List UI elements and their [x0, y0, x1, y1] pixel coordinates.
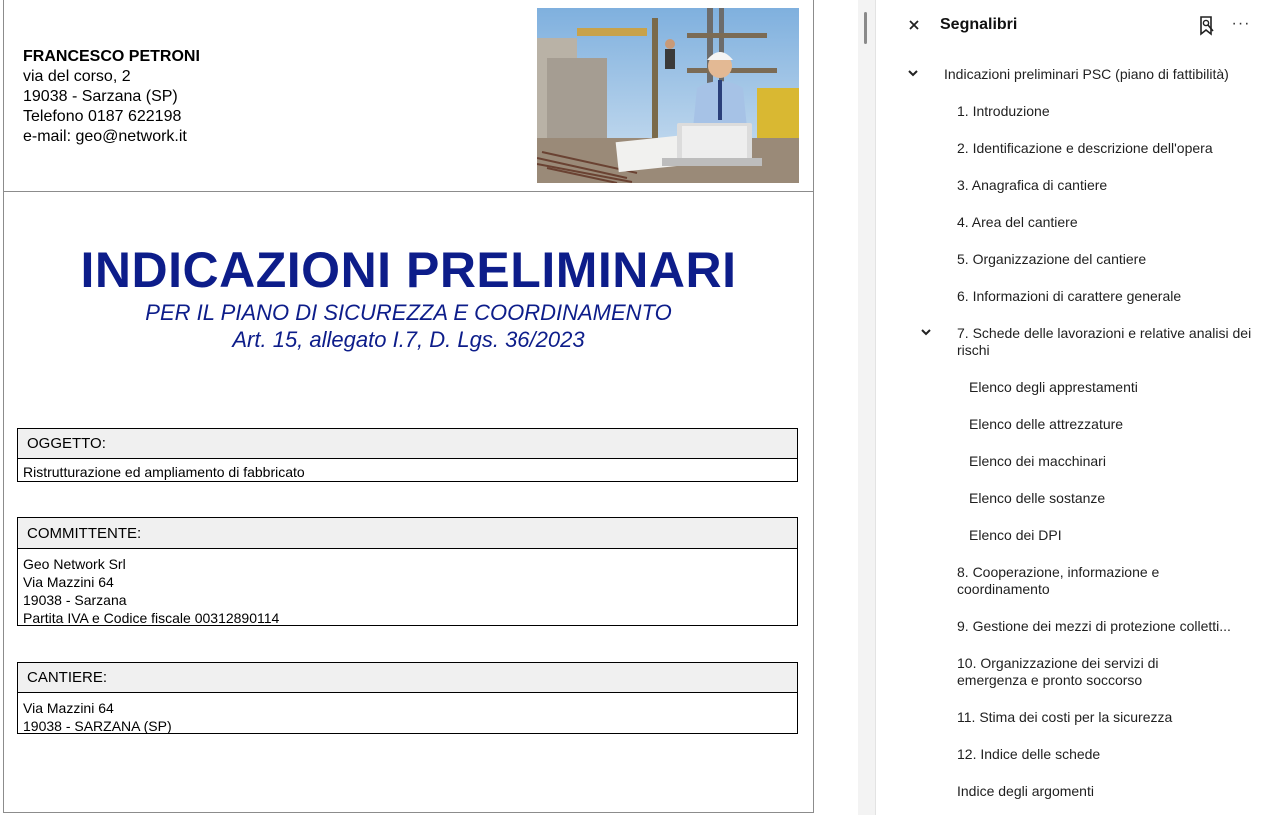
scrollbar-thumb[interactable]: [864, 12, 867, 44]
bookmark-item[interactable]: 10. Organizzazione dei servizi di emergenza e pronto soccorso: [957, 655, 1159, 688]
committente-line: Geo Network Srl: [23, 556, 126, 572]
committente-box: [17, 517, 798, 626]
bookmark-item[interactable]: 4. Area del cantiere: [957, 214, 1078, 230]
contact-name: FRANCESCO PETRONI: [23, 48, 200, 65]
bookmark-item[interactable]: 7. Schede delle lavorazioni e relative analisi dei rischi: [957, 325, 1252, 358]
cantiere-box: [17, 662, 798, 734]
bookmark-item[interactable]: Elenco delle sostanze: [969, 490, 1106, 506]
oggetto-value: Ristrutturazione ed ampliamento di fabbricato: [23, 464, 305, 480]
bookmark-item[interactable]: Elenco dei DPI: [969, 527, 1062, 543]
bookmark-item[interactable]: 2. Identificazione e descrizione dell'opera: [957, 140, 1213, 156]
contact-email: e-mail: geo@network.it: [23, 128, 187, 145]
bookmark-item[interactable]: Elenco dei macchinari: [969, 453, 1106, 469]
cantiere-details: [18, 693, 797, 735]
oggetto-box: [17, 428, 798, 482]
document-reference: Art. 15, allegato I.7, D. Lgs. 36/2023: [232, 327, 585, 352]
contact-city: 19038 - Sarzana (SP): [23, 88, 178, 105]
letterhead: [4, 0, 813, 192]
bookmark-search-icon[interactable]: [1196, 15, 1218, 37]
bookmark-item[interactable]: Elenco delle attrezzature: [969, 416, 1124, 432]
cantiere-line: 19038 - SARZANA (SP): [23, 718, 172, 734]
bookmarks-panel: [876, 0, 1270, 815]
chevron-down-icon[interactable]: [906, 66, 920, 80]
bookmark-item[interactable]: Indicazioni preliminari PSC (piano di fattibilità): [944, 66, 1229, 82]
close-icon[interactable]: [904, 15, 924, 35]
more-options-icon[interactable]: ···: [1231, 15, 1251, 32]
bookmark-item[interactable]: 9. Gestione dei mezzi di protezione colletti...: [957, 618, 1231, 634]
committente-label: COMMITTENTE:: [18, 518, 797, 549]
chevron-down-icon[interactable]: [919, 325, 933, 339]
bookmark-item[interactable]: 8. Cooperazione, informazione e coordinamento: [957, 564, 1160, 597]
bookmark-item[interactable]: 1. Introduzione: [957, 103, 1050, 119]
bookmark-item[interactable]: 6. Informazioni di carattere generale: [957, 288, 1182, 304]
committente-details: [18, 549, 797, 627]
bookmark-item[interactable]: 11. Stima dei costi per la sicurezza: [957, 709, 1173, 725]
contact-phone: Telefono 0187 622198: [23, 108, 182, 125]
header-photo: [537, 8, 799, 183]
bookmark-item[interactable]: 3. Anagrafica di cantiere: [957, 177, 1108, 193]
committente-line: Via Mazzini 64: [23, 574, 114, 590]
document-scrollbar[interactable]: [858, 0, 876, 815]
document-page: [3, 0, 814, 813]
document-subtitle: PER IL PIANO DI SICUREZZA E COORDINAMENTO: [145, 300, 672, 325]
bookmark-item[interactable]: 5. Organizzazione del cantiere: [957, 251, 1147, 267]
panel-title: Segnalibri: [940, 16, 1018, 33]
contact-address: via del corso, 2: [23, 68, 131, 85]
bookmark-item[interactable]: Elenco degli apprestamenti: [969, 379, 1138, 395]
oggetto-label: OGGETTO:: [18, 429, 797, 459]
committente-line: Partita IVA e Codice fiscale 00312890114: [23, 610, 280, 626]
cantiere-line: Via Mazzini 64: [23, 700, 114, 716]
document-title: INDICAZIONI PRELIMINARI: [80, 242, 737, 298]
committente-line: 19038 - Sarzana: [23, 592, 127, 608]
contact-block: [23, 47, 200, 147]
bookmark-item[interactable]: 12. Indice delle schede: [957, 746, 1101, 762]
construction-worker-image: [537, 8, 799, 183]
cantiere-label: CANTIERE:: [18, 663, 797, 693]
bookmark-item[interactable]: Indice degli argomenti: [957, 783, 1094, 799]
